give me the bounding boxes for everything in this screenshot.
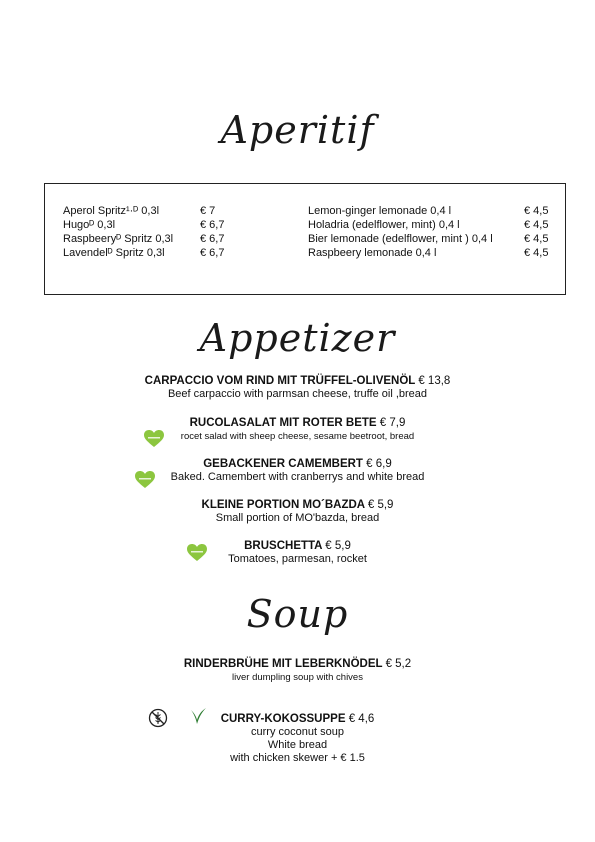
appetizer-item	[0, 457, 595, 484]
dish-name: RUCOLASALAT MIT ROTER BETE	[189, 417, 377, 429]
dish-name: CARPACCIO VOM RIND MIT TRÜFFEL-OLIVENÖL	[144, 375, 416, 387]
drink-name: Raspbeeryᴰ Spritz 0,3l	[63, 233, 174, 245]
drink-price: € 7	[200, 205, 216, 217]
vegetarian-heart-icon	[187, 544, 207, 562]
gluten-free-icon	[148, 708, 168, 728]
dish-price: € 6,9	[366, 458, 392, 470]
drink-name: Lavendelᴰ Spritz 0,3l	[63, 247, 165, 259]
dish-description: liver dumpling soup with chives	[232, 672, 363, 683]
vegan-leaf-icon	[188, 706, 208, 726]
dish-price: € 7,9	[379, 417, 406, 429]
dish-description: Beef carpaccio with parmsan cheese, truffe oil ,bread	[167, 388, 428, 400]
vegetarian-heart-icon	[135, 471, 155, 489]
dish-price: € 5,9	[325, 540, 351, 552]
dish-description: Tomatoes, parmesan, rocket	[228, 553, 367, 565]
dish-name: BRUSCHETTA	[244, 540, 323, 552]
drink-price: € 6,7	[200, 219, 225, 231]
drink-name: Aperol Spritz¹·ᴰ 0,3l	[63, 205, 160, 217]
vegetarian-heart-icon	[144, 430, 164, 448]
drink-name: Bier lemonade (edelflower, mint ) 0,4 l	[308, 233, 493, 245]
drink-name: Holadria (edelflower, mint) 0,4 l	[308, 219, 460, 231]
appetizer-title: Appetizer	[199, 316, 396, 360]
dish-description: with chicken skewer + € 1.5	[230, 752, 365, 764]
dish-price: € 4,6	[348, 713, 375, 725]
drink-price: € 6,7	[200, 233, 225, 245]
appetizer-item	[0, 416, 595, 443]
drink-price: € 4,5	[524, 219, 549, 231]
appetizer-item	[0, 374, 595, 401]
dish-price: € 5,2	[385, 658, 412, 670]
soup-item	[0, 657, 595, 684]
dish-name: CURRY-KOKOSSUPPE	[220, 713, 346, 725]
drink-price: € 4,5	[524, 247, 549, 259]
dish-description: curry coconut soup	[251, 726, 344, 738]
aperitif-title: Aperitif	[220, 108, 375, 152]
drink-price: € 6,7	[200, 247, 225, 259]
dish-description: Small portion of MO'bazda, bread	[215, 512, 380, 524]
dish-description: rocet salad with sheep cheese, sesame beetroot, bread	[180, 431, 415, 442]
dish-name: RINDERBRÜHE MIT LEBERKNÖDEL	[183, 658, 383, 670]
drink-name: Hugoᴰ 0,3l	[63, 219, 116, 231]
soup-item	[0, 712, 595, 765]
dish-description: White bread	[267, 739, 328, 751]
drink-name: Lemon-ginger lemonade 0,4 l	[308, 205, 452, 217]
dish-description: Baked. Camembert with cranberrys and white bread	[170, 471, 425, 483]
appetizer-item	[0, 539, 595, 566]
soup-title: Soup	[246, 592, 349, 636]
drink-name: Raspbeery lemonade 0,4 l	[308, 247, 437, 259]
drink-price: € 4,5	[524, 233, 549, 245]
drink-price: € 4,5	[524, 205, 549, 217]
dish-price: € 5,9	[367, 499, 394, 511]
appetizer-item	[0, 498, 595, 525]
dish-name: GEBACKENER CAMEMBERT	[203, 458, 363, 470]
dish-name: KLEINE PORTION MO´BAZDA	[201, 499, 365, 511]
dish-price: € 13,8	[418, 375, 451, 387]
